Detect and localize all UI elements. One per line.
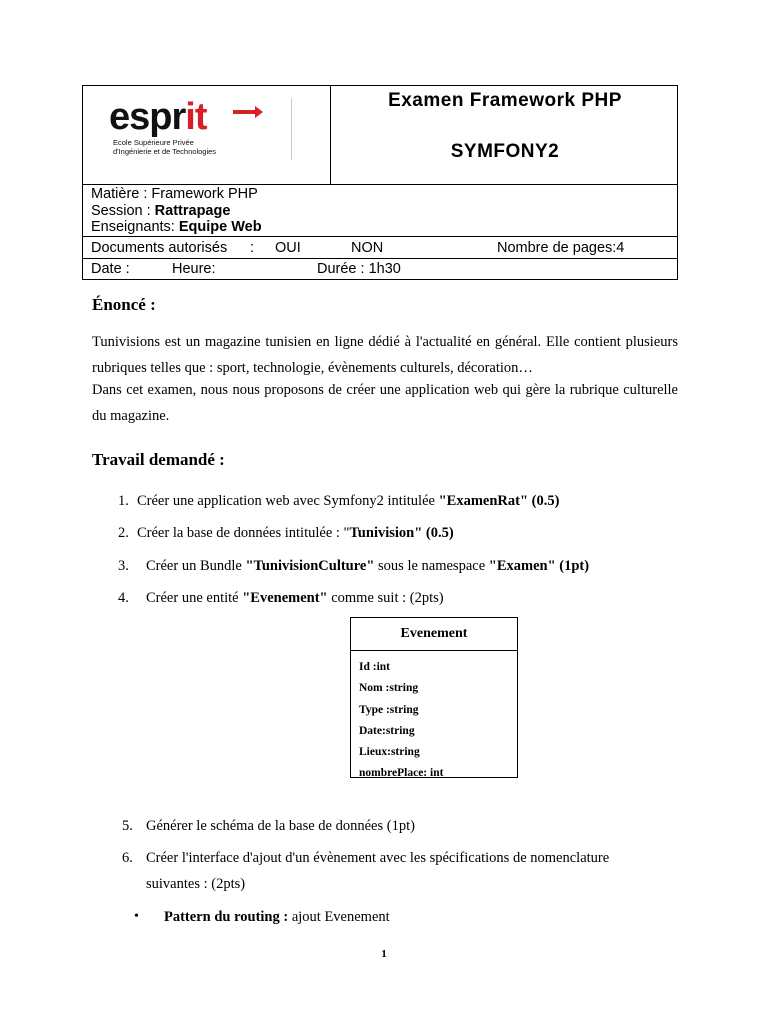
exam-title: Examen Framework PHP xyxy=(388,90,622,111)
exam-subtitle: SYMFONY2 xyxy=(450,141,560,162)
non-option: NON xyxy=(351,240,384,256)
documents-row xyxy=(82,237,678,259)
enonce-paragraph-2: Dans cet examen, nous nous proposons de créer une application web qui gère la rubrique culturelle du magazine. xyxy=(92,382,678,424)
logo-subtitle: Ecole Supérieure Privée d'Ingénierie et de Technologies xyxy=(113,138,217,156)
enseignants-text: Enseignants: Equipe Web xyxy=(91,219,262,235)
routing-pattern-text: Pattern du routing : ajout Evenement xyxy=(164,909,390,925)
duree-label: Durée : 1h30 xyxy=(317,261,401,277)
entity-field: Nom :string xyxy=(359,682,419,695)
item-1-text: Créer une application web avec Symfony2 intitulée "ExamenRat" (0.5) xyxy=(137,493,560,509)
entity-diagram xyxy=(350,617,518,778)
enonce-paragraph-1: Tunivisions est un magazine tunisien en ligne dédié à l'actualité en général. Elle contient plusieurs rubriques telles que : sport, technologie, évènements culturels, décoration… xyxy=(92,334,678,376)
item-6-number: 6. xyxy=(122,850,133,866)
logo-separator xyxy=(291,98,292,160)
entity-field: Type :string xyxy=(359,703,419,716)
documents-label: Documents autorisés xyxy=(91,240,228,256)
logo-arrow-icon xyxy=(233,106,263,118)
entity-field: nombrePlace: int xyxy=(359,767,444,780)
matiere-text: Matière : Framework PHP xyxy=(91,186,258,202)
entity-name: Evenement xyxy=(351,618,517,651)
entity-field: Date:string xyxy=(359,724,415,737)
enonce-heading: Énoncé : xyxy=(92,295,156,314)
entity-field: Lieux:string xyxy=(359,746,420,759)
documents-colon: : xyxy=(250,240,255,256)
entity-fields xyxy=(351,651,517,785)
session-text: Session : Rattrapage xyxy=(91,203,231,219)
travail-heading: Travail demandé : xyxy=(92,450,225,469)
entity-field: Id :int xyxy=(359,661,390,673)
item-2-text: Créer la base de données intitulée : "Tunivision" (0.5) xyxy=(137,525,454,541)
page-count: Nombre de pages:4 xyxy=(497,240,625,256)
item-5-number: 5. xyxy=(122,818,133,834)
item-2-number: 2. xyxy=(118,525,129,541)
date-label: Date : xyxy=(91,261,130,277)
item-4-number: 4. xyxy=(118,590,129,606)
bullet-icon: • xyxy=(134,909,139,924)
item-6-text-line-2: suivantes : (2pts) xyxy=(146,876,246,892)
logo-wordmark: esprit xyxy=(109,96,207,138)
item-5-text: Générer le schéma de la base de données (1pt) xyxy=(146,818,415,834)
item-4-text: Créer une entité "Evenement" comme suit : (2pts) xyxy=(146,590,444,606)
oui-option: OUI xyxy=(275,240,301,256)
date-row xyxy=(82,259,678,280)
item-6-text-line-1: Créer l'interface d'ajout d'un évènement avec les spécifications de nomenclature xyxy=(146,850,610,866)
item-1-number: 1. xyxy=(118,493,129,509)
item-3-text: Créer un Bundle "TunivisionCulture" sous le namespace "Examen" (1pt) xyxy=(146,558,590,574)
header-box xyxy=(82,85,678,185)
page-number: 1 xyxy=(381,948,387,960)
heure-label: Heure: xyxy=(172,261,216,277)
header-info-row xyxy=(82,185,678,237)
item-3-number: 3. xyxy=(118,558,129,574)
